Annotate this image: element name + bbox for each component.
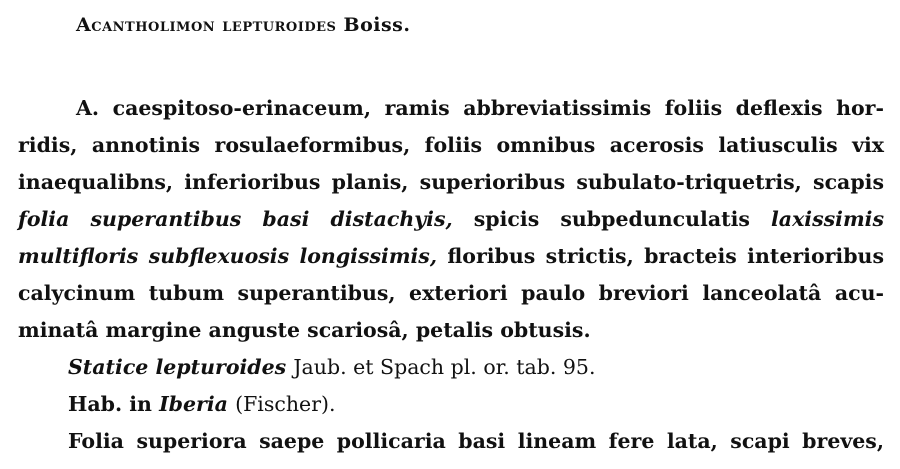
- description-line-3: inaequalibns, inferioribus planis, superioribus subulato-triquetris, scapis: [18, 170, 884, 194]
- synonym-citation: Jaub. et Spach pl. or. tab. 95.: [293, 355, 596, 379]
- synonym-line: [68, 353, 884, 381]
- description-line-5: [18, 242, 884, 270]
- description-line-6: calycinum tubum superantibus, exteriori paulo breviori lanceolatâ acu-: [18, 281, 884, 305]
- description-line-4-italic-b: laxissimis: [771, 207, 884, 231]
- description-line-5-italic: multifloris subflexuosis longissimis,: [18, 244, 437, 268]
- description-line-2: ridis, annotinis rosulaeformibus, foliis omnibus acerosis latiusculis vix: [18, 133, 884, 157]
- description-line-4: [18, 205, 884, 233]
- habitat-prefix: Hab. in: [68, 392, 152, 416]
- description-line-7: minatâ margine anguste scariosâ, petalis obtusis.: [18, 318, 591, 342]
- description-line-4-italic-a: folia superantibus basi distachyis,: [18, 207, 453, 231]
- habitat-collector: (Fischer).: [235, 392, 336, 416]
- synonym-name: Statice lepturoides: [68, 355, 287, 379]
- description-line-5-normal: floribus strictis, bracteis interioribus: [447, 244, 885, 268]
- description-line-1: A. caespitoso-erinaceum, ramis abbreviatissimis foliis deflexis hor-: [76, 96, 884, 120]
- species-name: Acantholimon lepturoides: [76, 14, 337, 36]
- species-author: Boiss.: [343, 14, 411, 36]
- habitat-line: [68, 390, 884, 418]
- habitat-place: Iberia: [159, 392, 228, 416]
- notes-line: Folia superiora saepe pollicaria basi lineam fere lata, scapi breves,: [68, 429, 884, 453]
- species-title: [76, 14, 410, 36]
- description-line-4-normal: spicis subpedunculatis: [473, 207, 750, 231]
